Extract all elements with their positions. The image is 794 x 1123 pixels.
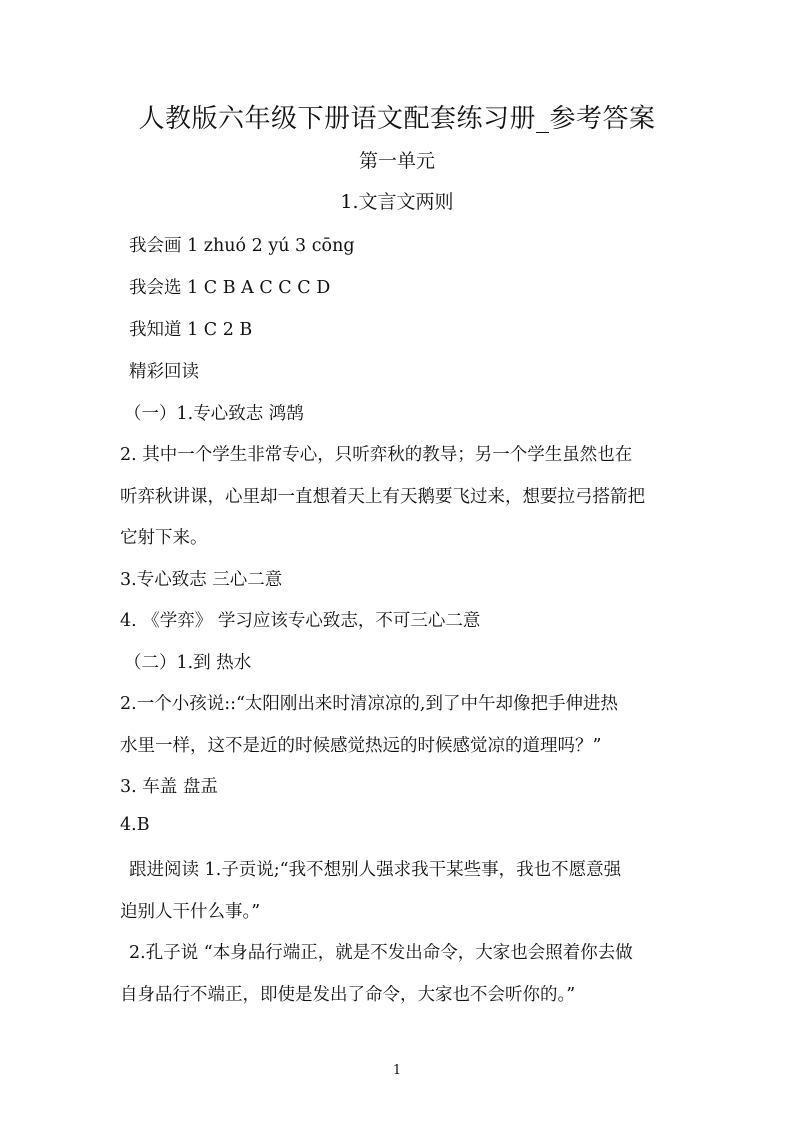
page-number: 1 [392, 1063, 402, 1078]
part-two-answer-2-line-2: 水里一样，这不是近的时候感觉热远的时候感觉凉的道理吗？” [120, 736, 602, 756]
part-two-answer-4: 4.B [120, 815, 150, 835]
answer-know-line: 我知道 1 C 2 B [129, 320, 253, 340]
unit-heading: 第一单元 [358, 150, 435, 172]
follow-up-answer-2-line-1: 2.孔子说 “本身品行端正，就是不发出命令，大家也会照着你去做 [129, 943, 633, 963]
part-one-answer-2-line-1: 2. 其中一个学生非常专心，只听弈秋的教导；另一个学生虽然也在 [120, 445, 633, 465]
part-one-answer-2-line-3: 它射下来。 [120, 528, 208, 548]
part-one-answer-3: 3.专心致志 三心二意 [120, 570, 283, 590]
part-one-answer-2-line-2: 听弈秋讲课，心里却一直想着天上有天鹅要飞过来，想要拉弓搭箭把 [120, 487, 645, 507]
part-one-answer-4: 4. 《学弈》 学习应该专心致志，不可三心二意 [120, 611, 481, 631]
answer-draw-line: 我会画 1 zhuó 2 yú 3 cōng [129, 236, 355, 256]
answer-choose-line: 我会选 1 C B A C C C D [129, 278, 331, 298]
part-two-answer-3: 3. 车盖 盘盂 [120, 777, 218, 797]
follow-up-answer-1-line-2: 迫别人干什么事。” [120, 902, 261, 922]
part-two-answer-1: （二）1.到 热水 [124, 653, 252, 673]
lesson-heading: 1.文言文两则 [340, 191, 454, 213]
section-reading-heading: 精彩回读 [129, 362, 199, 382]
follow-up-answer-1-line-1: 跟进阅读 1.子贡说;“我不想别人强求我干某些事，我也不愿意强 [129, 860, 622, 880]
part-one-answer-1: （一）1.专心致志 鸿鹄 [124, 404, 304, 424]
follow-up-answer-2-line-2: 自身品行不端正，即使是发出了命令，大家也不会听你的。” [120, 985, 576, 1005]
part-two-answer-2-line-1: 2.一个小孩说::“太阳刚出来时清凉凉的,到了中午却像把手伸进热 [120, 694, 618, 714]
document-title: 人教版六年级下册语文配套练习册_参考答案 [138, 104, 656, 134]
